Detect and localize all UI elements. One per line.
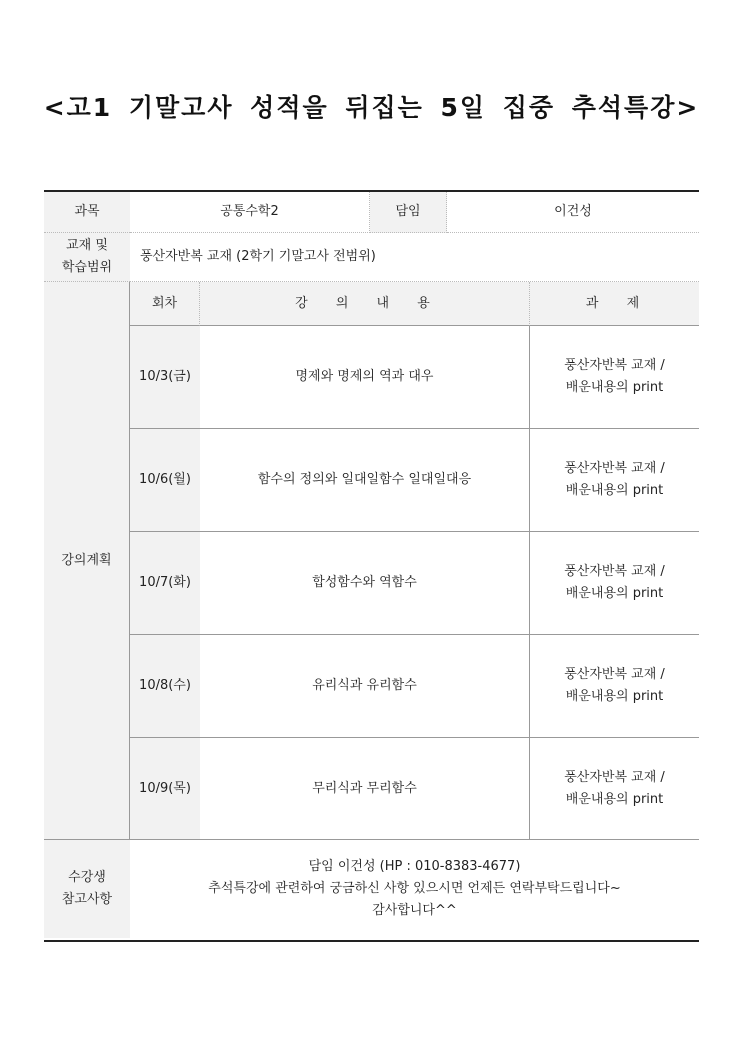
teacher-label-cell [370,192,447,233]
row5-content: 무리식과 무리함수 [312,780,417,796]
plan-label-cell [44,282,130,840]
notes-label-line1: 수강생 [68,870,106,885]
row3-homework-line1: 풍산자반복 교재 / [564,564,665,579]
textbook-label-line2: 학습범위 [61,260,113,275]
notes-label-line2: 참고사항 [61,892,113,907]
row1-date-cell [130,326,200,429]
header-session-cell [130,282,200,326]
notes-content-cell [130,840,699,938]
row5-homework-cell [530,738,699,840]
row2-content-cell [200,429,530,532]
row4-homework-line1: 풍산자반복 교재 / [564,667,665,682]
subject-value: 공통수학2 [220,204,279,219]
textbook-value: 풍산자반복 교재 (2학기 기말고사 전범위) [140,249,376,264]
row5-homework-line2: 배운내용의 print [565,791,664,807]
row1-content: 명제와 명제의 역과 대우 [295,369,434,384]
row3-date-cell [130,532,200,635]
course-table [44,190,699,942]
row1-homework-cell [530,326,699,429]
subject-label: 과목 [74,204,100,219]
header-content: 강 의 내 용 [295,295,434,311]
row3-homework-cell [530,532,699,635]
row4-content-cell [200,635,530,738]
header-homework-cell [530,282,699,326]
row4-homework-cell [530,635,699,738]
row2-homework-line1: 풍산자반복 교재 / [564,461,665,476]
row2-date: 10/6(월) [139,472,191,487]
row1-homework-line2: 배운내용의 print [565,380,664,395]
row4-date-cell [130,635,200,738]
notes-line1: 담임 이건성 (HP : 010-8383-4677) [308,859,521,874]
subject-value-cell [130,192,370,233]
row3-date: 10/7(화) [139,575,191,590]
row1-homework-line1: 풍산자반복 교재 / [564,358,665,373]
row4-date: 10/8(수) [139,678,191,693]
row5-date-cell [130,738,200,840]
textbook-value-cell [130,233,699,282]
row5-homework-line1: 풍산자반복 교재 / [564,769,665,785]
notes-line3: 감사합니다^^ [372,903,457,918]
header-session: 회차 [151,295,178,311]
row3-content-cell [200,532,530,635]
plan-label: 강의계획 [61,552,112,568]
row1-date: 10/3(금) [139,369,191,384]
row1-content-cell [200,326,530,429]
row2-homework-line2: 배운내용의 print [565,483,664,498]
subject-label-cell [44,192,130,233]
row5-date: 10/9(목) [139,780,191,796]
row3-homework-line2: 배운내용의 print [565,586,664,601]
row3-content: 합성함수와 역함수 [312,575,417,590]
header-homework: 과 제 [585,295,644,311]
row2-content: 함수의 정의와 일대일함수 일대일대응 [257,472,472,487]
row4-content: 유리식과 유리함수 [312,678,417,693]
row5-content-cell [200,738,530,840]
textbook-label-line1: 교재 및 [66,238,108,253]
row4-homework-line2: 배운내용의 print [565,689,664,704]
row2-date-cell [130,429,200,532]
page-title: <고1 기말고사 성적을 뒤집는 5일 집중 추석특강> [43,93,700,122]
teacher-value-cell [447,192,699,233]
teacher-value: 이건성 [554,204,592,219]
notes-line2: 추석특강에 관련하여 궁금하신 사항 있으시면 언제든 연락부탁드립니다~ [208,881,621,896]
row2-homework-cell [530,429,699,532]
textbook-label-cell [44,233,130,282]
teacher-label: 담임 [395,204,421,219]
notes-label-cell [44,840,130,938]
header-content-cell [200,282,530,326]
